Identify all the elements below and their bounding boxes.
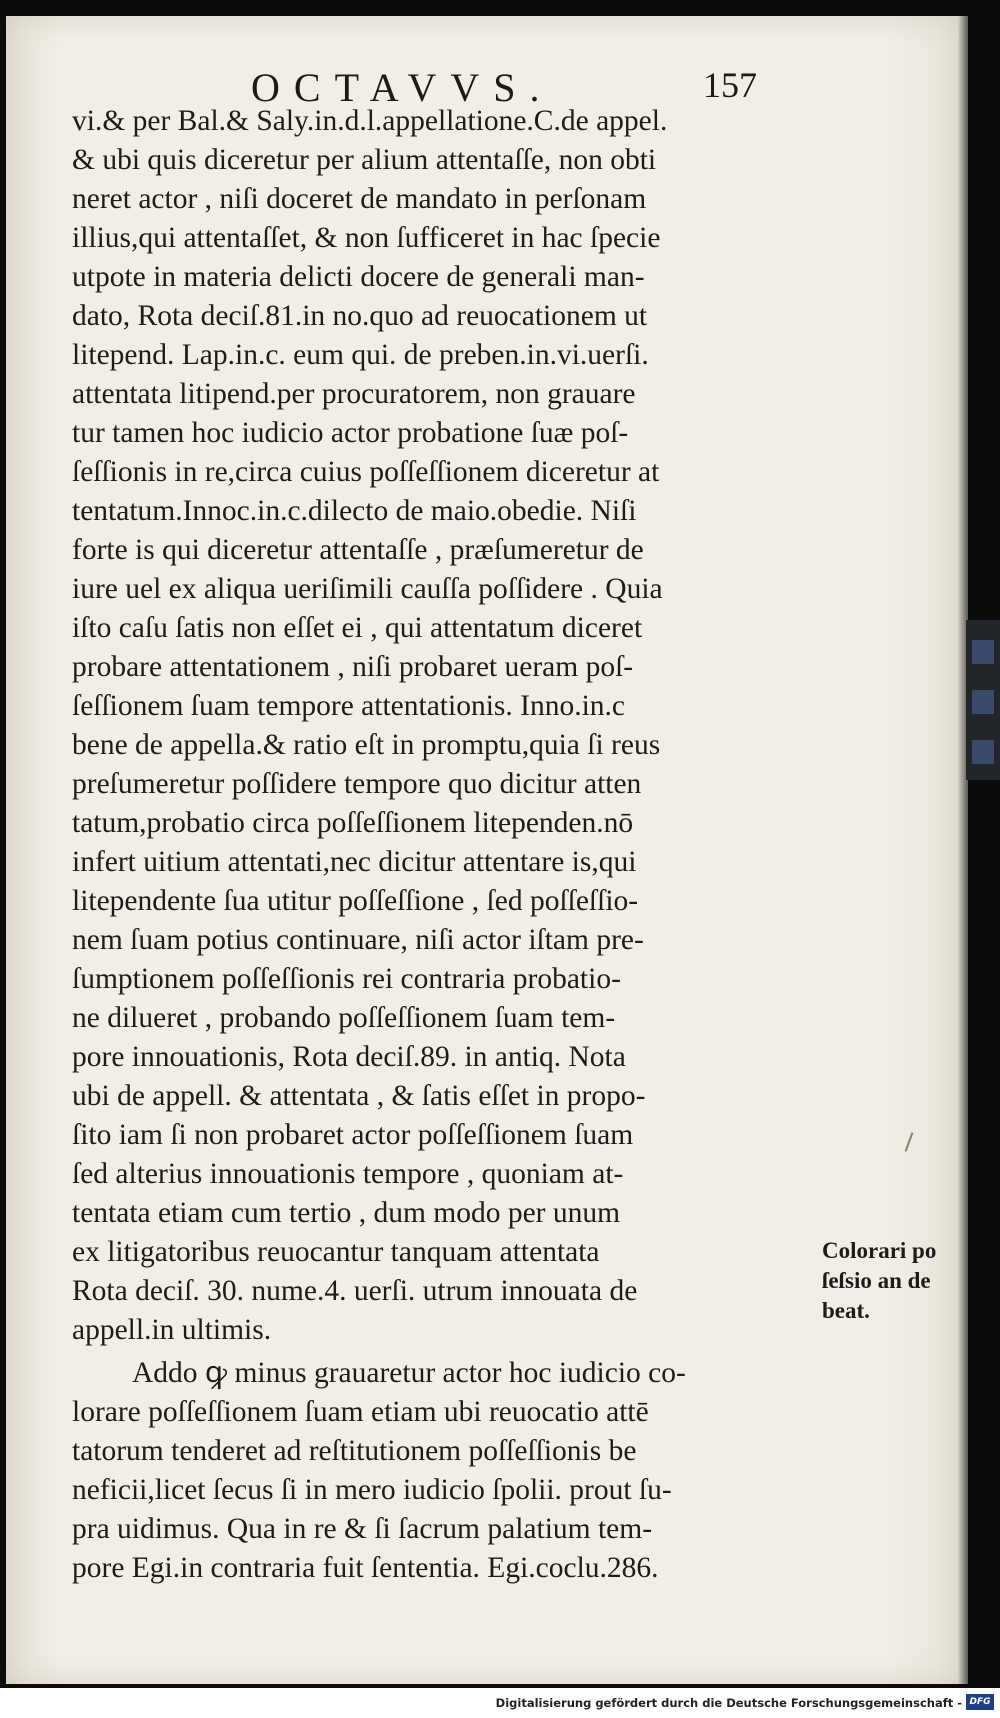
text-line: dato, Rota deciſ.81.in no.quo ad reuocationem ut xyxy=(72,300,648,332)
text-line: tatorum tenderet ad reſtitutionem poſſeſſionis be xyxy=(72,1435,637,1467)
text-line: tur tamen hoc iudicio actor probatione ſuæ poſ- xyxy=(72,417,629,449)
text-line: tentata etiam cum tertio , dum modo per unum xyxy=(72,1197,621,1229)
text-line: utpote in materia delicti docere de generali man- xyxy=(72,261,645,293)
marginal-note-line: Colorari po xyxy=(822,1238,937,1263)
text-line: ſeſſionem ſuam tempore attentationis. Inno.in.c xyxy=(72,690,625,722)
text-line: ſed alterius innouationis tempore , quoniam at- xyxy=(72,1158,624,1190)
text-line: vi.& per Bal.& Saly.in.d.l.appellatione.C.de appel. xyxy=(72,105,668,137)
page-number: 157 xyxy=(703,65,757,105)
color-bar xyxy=(972,690,994,714)
page-edge-shadow xyxy=(958,16,968,1684)
main-text-block xyxy=(72,102,802,1588)
text-line: neficii,licet ſecus ſi in mero iudicio ſpolii. prout ſu- xyxy=(72,1474,672,1506)
text-line: pra uidimus. Qua in re & ſi ſacrum palatium tem- xyxy=(72,1513,653,1545)
text-line: Rota deciſ. 30. nume.4. uerſi. utrum innouata de xyxy=(72,1275,638,1307)
text-line: ſumptionem poſſeſſionis rei contraria probatio- xyxy=(72,963,621,995)
text-line: illius,qui attentaſſet, & non ſufficeret in hac ſpecie xyxy=(72,222,661,254)
book-page xyxy=(6,16,958,1684)
text-line: forte is qui diceretur attentaſſe , præſumeretur de xyxy=(72,534,644,566)
color-bar xyxy=(972,740,994,764)
adjacent-page-strip xyxy=(966,620,1000,780)
text-line: Addo ꝙ minus grauaretur actor hoc iudicio co- xyxy=(132,1357,686,1389)
marginal-note-line: ſeſsio an de xyxy=(822,1268,931,1293)
text-line: appell.in ultimis. xyxy=(72,1314,272,1346)
text-line: ne dilueret , probando poſſeſſionem ſuam tem- xyxy=(72,1002,616,1034)
running-head: OCTAVVS. xyxy=(251,65,554,110)
text-line: bene de appella.& ratio eſt in promptu,quia ſi reus xyxy=(72,729,661,761)
footer-credit: Digitalisierung gefördert durch die Deutsche Forschungsgemeinschaft - xyxy=(495,1696,962,1710)
text-line: & ubi quis diceretur per alium attentaſſe, non obti xyxy=(72,144,657,176)
text-line: iure uel ex aliqua ueriſimili cauſſa poſſidere . Quia xyxy=(72,573,663,605)
text-line: nem ſuam potius continuare, niſi actor iſtam pre- xyxy=(72,924,644,956)
text-line: iſto caſu ſatis non eſſet ei , qui attentatum diceret xyxy=(72,612,643,644)
text-line: tentatum.Innoc.in.c.dilecto de maio.obedie. Niſi xyxy=(72,495,637,527)
text-line: attentata litipend.per procuratorem, non grauare xyxy=(72,378,636,410)
marginal-note xyxy=(822,1236,962,1326)
text-line: tatum,probatio circa poſſeſſionem litependen.nō xyxy=(72,807,634,839)
text-line: ubi de appell. & attentata , & ſatis eſſet in propo- xyxy=(72,1080,646,1112)
text-line: litependente ſua utitur poſſeſſione , ſed poſſeſſio- xyxy=(72,885,639,917)
digitization-footer xyxy=(0,1688,1000,1718)
text-line: pore innouationis, Rota deciſ.89. in antiq. Nota xyxy=(72,1041,626,1073)
text-line: ſeſſionis in re,circa cuius poſſeſſionem diceretur at xyxy=(72,456,660,488)
color-bar xyxy=(972,640,994,664)
text-line: lorare poſſeſſionem ſuam etiam ubi reuocatio attē xyxy=(72,1396,649,1428)
text-line: ex litigatoribus reuocantur tanquam attentata xyxy=(72,1236,600,1268)
text-line: ſito iam ſi non probaret actor poſſeſſionem ſuam xyxy=(72,1119,634,1151)
text-line: litepend. Lap.in.c. eum qui. de preben.in.vi.uerſi. xyxy=(72,339,649,371)
dfg-logo-icon: DFG xyxy=(966,1694,994,1710)
text-line: infert uitium attentati,nec dicitur attentare is,qui xyxy=(72,846,637,878)
text-line: probare attentationem , niſi probaret ueram poſ- xyxy=(72,651,634,683)
text-line: pore Egi.in contraria fuit ſententia. Egi.coclu.286. xyxy=(72,1552,659,1584)
text-line: preſumeretur poſſidere tempore quo dicitur atten xyxy=(72,768,642,800)
marginal-note-line: beat. xyxy=(822,1298,870,1323)
text-line: neret actor , niſi doceret de mandato in perſonam xyxy=(72,183,647,215)
